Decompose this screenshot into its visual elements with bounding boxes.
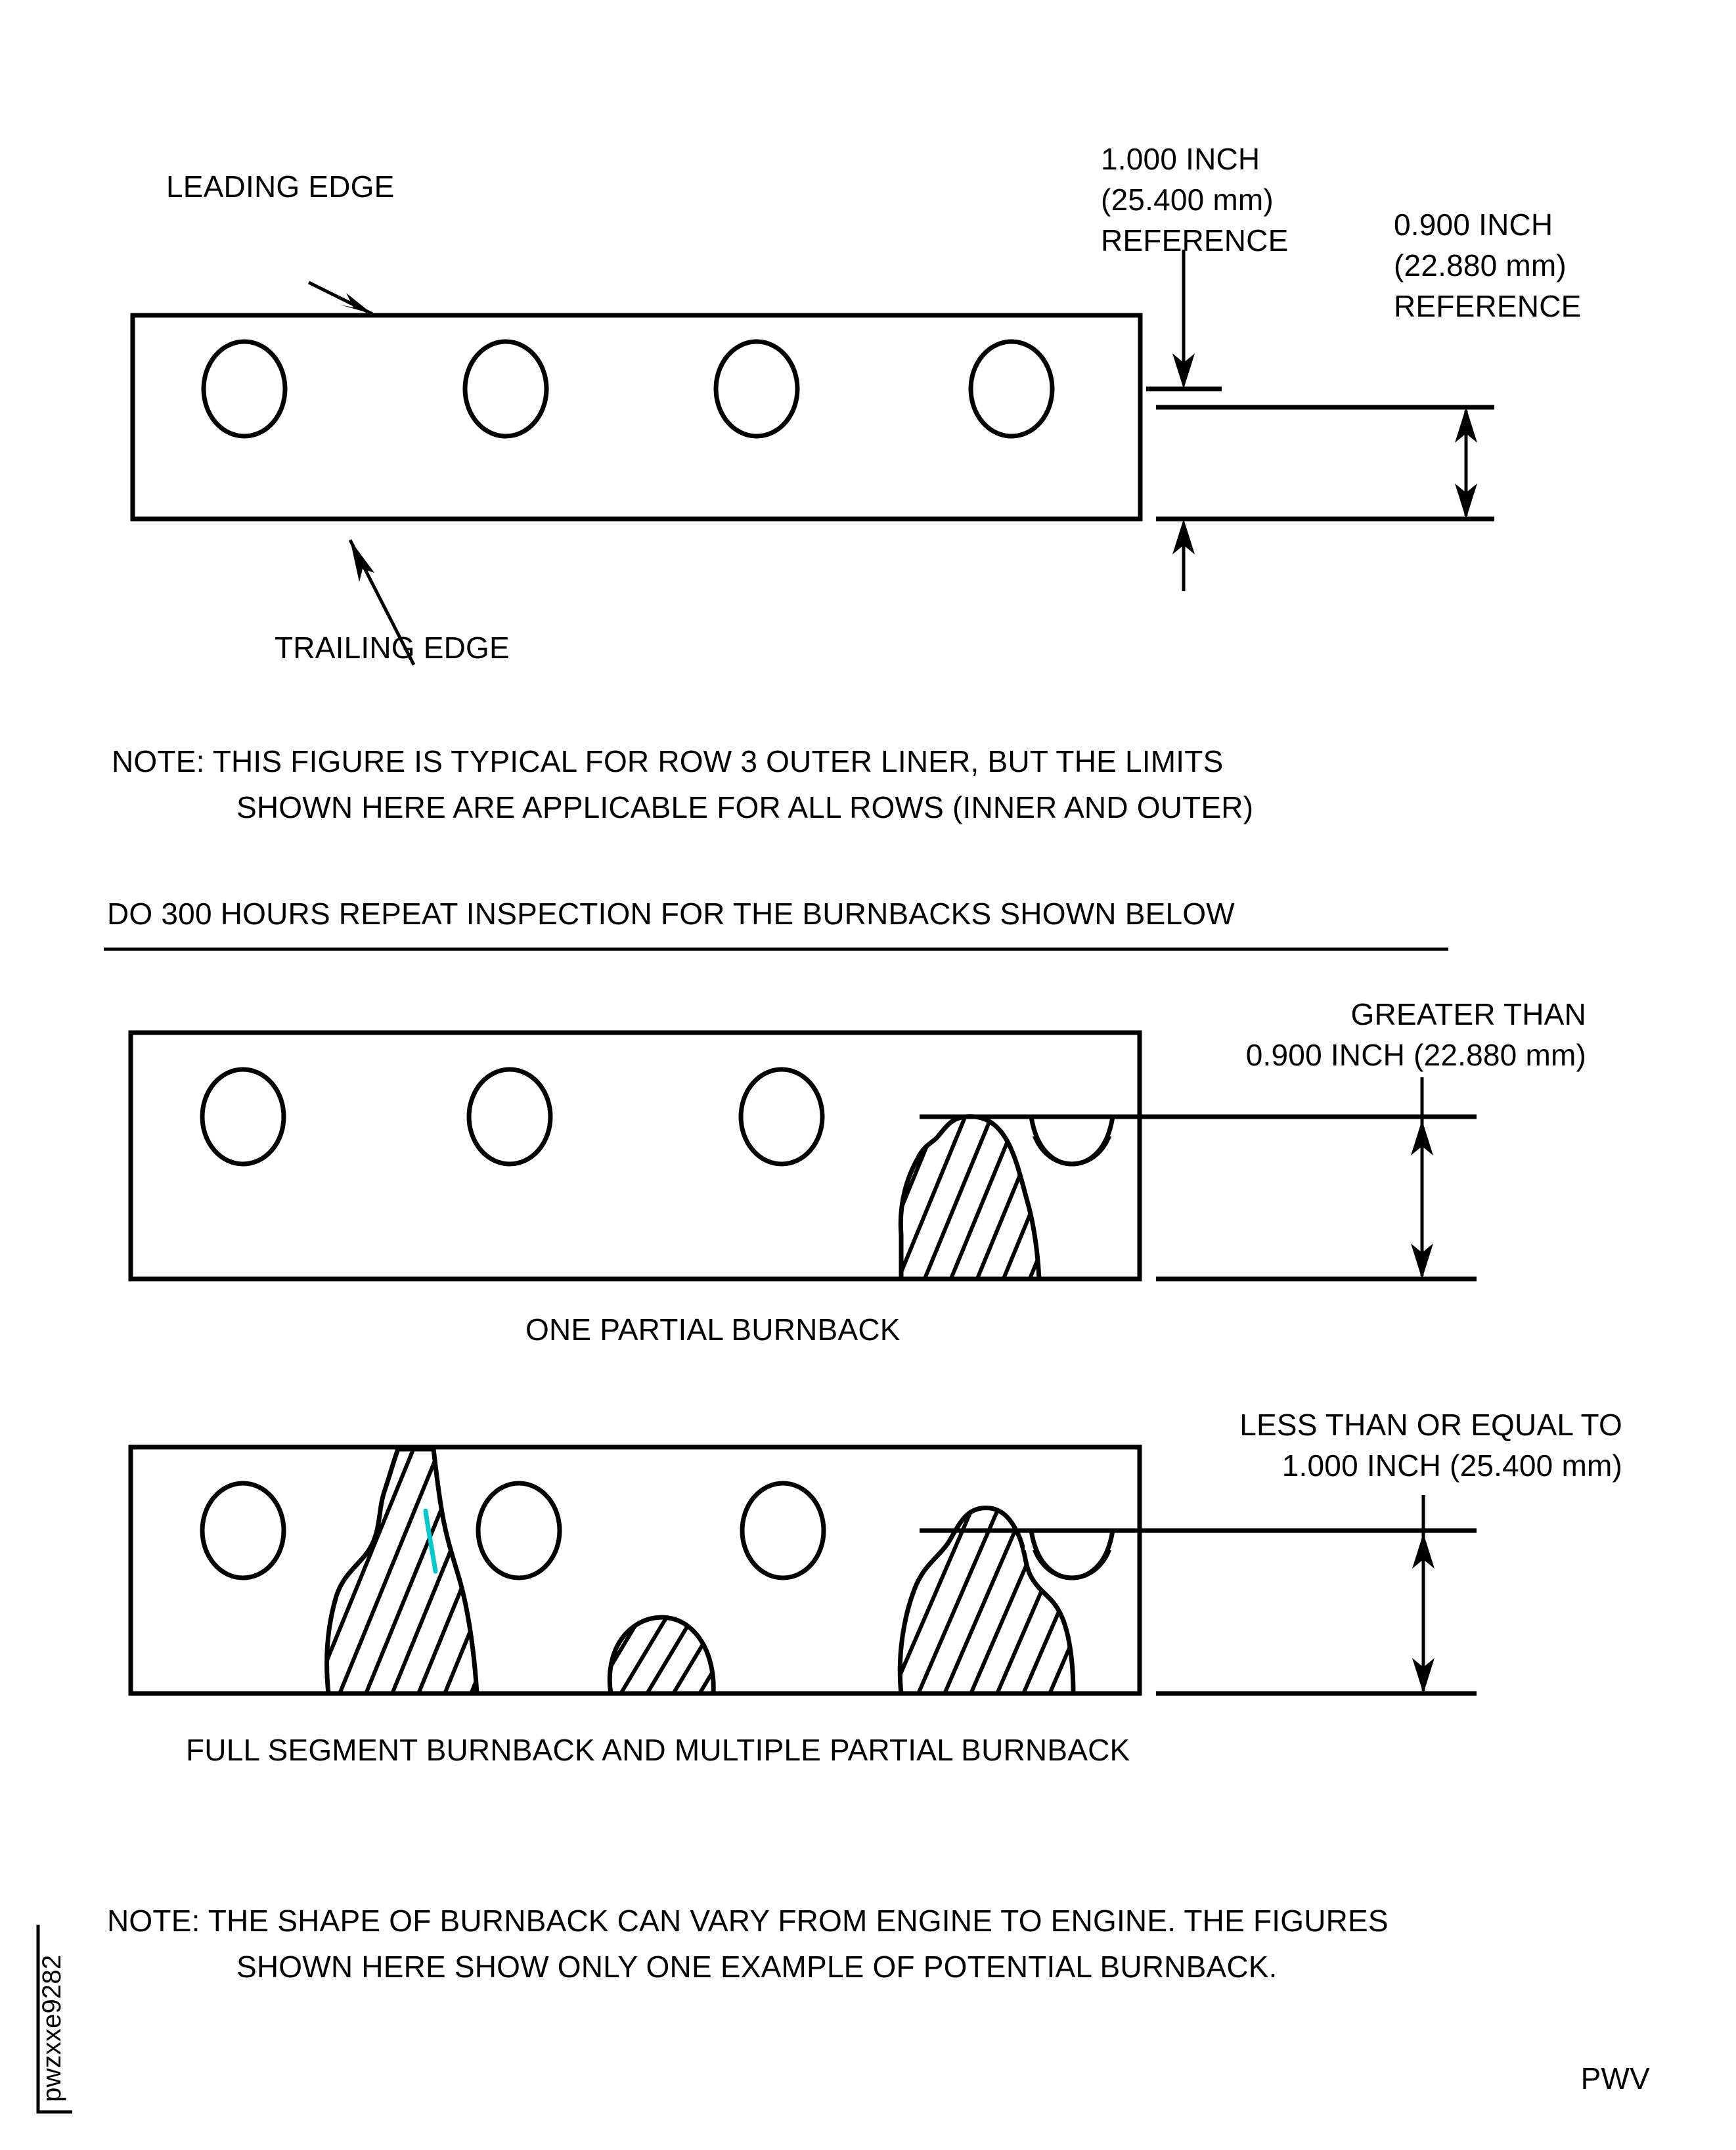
trailing-edge-label: TRAILING EDGE <box>275 631 510 665</box>
cooling-hole <box>202 1483 284 1578</box>
reference-panel <box>133 142 1582 665</box>
repeat-inspection-text: DO 300 HOURS REPEAT INSPECTION FOR THE BURNBACKS SHOWN BELOW <box>107 897 1235 931</box>
full-burnback-caption: FULL SEGMENT BURNBACK AND MULTIPLE PARTIAL BURNBACK <box>186 1733 1130 1767</box>
dim-a-line2: (25.400 mm) <box>1101 183 1274 217</box>
repeat-inspection-heading <box>104 897 1448 949</box>
note-typical-line2: SHOWN HERE ARE APPLICABLE FOR ALL ROWS (INNER AND OUTER) <box>236 790 1254 824</box>
partial-burnback-caption: ONE PARTIAL BURNBACK <box>525 1312 901 1347</box>
full-limit-line1: LESS THAN OR EQUAL TO <box>1239 1408 1622 1442</box>
figure-id-code: pwzxxe9282 <box>37 1954 66 2102</box>
dim-b-line3: REFERENCE <box>1394 289 1582 323</box>
hole-mask <box>1025 1064 1123 1136</box>
hole-mask <box>1025 1478 1123 1550</box>
partial-limit-line1: GREATER THAN <box>1350 997 1586 1031</box>
cooling-hole <box>478 1483 560 1578</box>
note-block-shape-varies <box>107 1904 1389 1984</box>
burnback-outline <box>901 1117 1039 1279</box>
full-limit-line2: 1.000 INCH (25.400 mm) <box>1281 1448 1622 1483</box>
cooling-hole <box>716 342 797 436</box>
dim-b-line1: 0.900 INCH <box>1394 208 1553 242</box>
small-partial-burnback-shape <box>578 1590 762 1721</box>
full-segment-burnback-panel <box>131 1408 1622 1767</box>
bottom-note-line2: SHOWN HERE SHOW ONLY ONE EXAMPLE OF POTENTIAL BURNBACK. <box>236 1950 1278 1984</box>
note-typical-line1: NOTE: THIS FIGURE IS TYPICAL FOR ROW 3 OUTER LINER, BUT THE LIMITS <box>112 744 1224 778</box>
cooling-hole <box>202 1069 284 1164</box>
burnback-outline <box>327 1449 477 1693</box>
cooling-hole <box>465 342 546 436</box>
one-partial-burnback-panel <box>131 997 1586 1347</box>
note-block-typical <box>112 744 1253 824</box>
cooling-hole <box>971 342 1052 436</box>
leading-edge-arrowhead <box>340 293 372 314</box>
cooling-hole <box>741 1069 822 1164</box>
dim-b-line2: (22.880 mm) <box>1394 248 1567 282</box>
burnback-hatching <box>578 1590 762 1721</box>
partial-limit-line2: 0.900 INCH (22.880 mm) <box>1245 1038 1586 1072</box>
cooling-hole <box>742 1483 824 1578</box>
dim-a-line3: REFERENCE <box>1101 223 1289 258</box>
bottom-note-line1: NOTE: THE SHAPE OF BURNBACK CAN VARY FROM ENGINE TO ENGINE. THE FIGURES <box>107 1904 1389 1938</box>
cooling-hole <box>469 1069 550 1164</box>
cooling-hole <box>204 342 285 436</box>
leading-edge-label: LEADING EDGE <box>166 169 395 204</box>
dim-a-line1: 1.000 INCH <box>1101 142 1260 176</box>
trailing-edge-arrowhead <box>350 540 374 582</box>
sheet-corner-code: PWV <box>1580 2061 1650 2095</box>
